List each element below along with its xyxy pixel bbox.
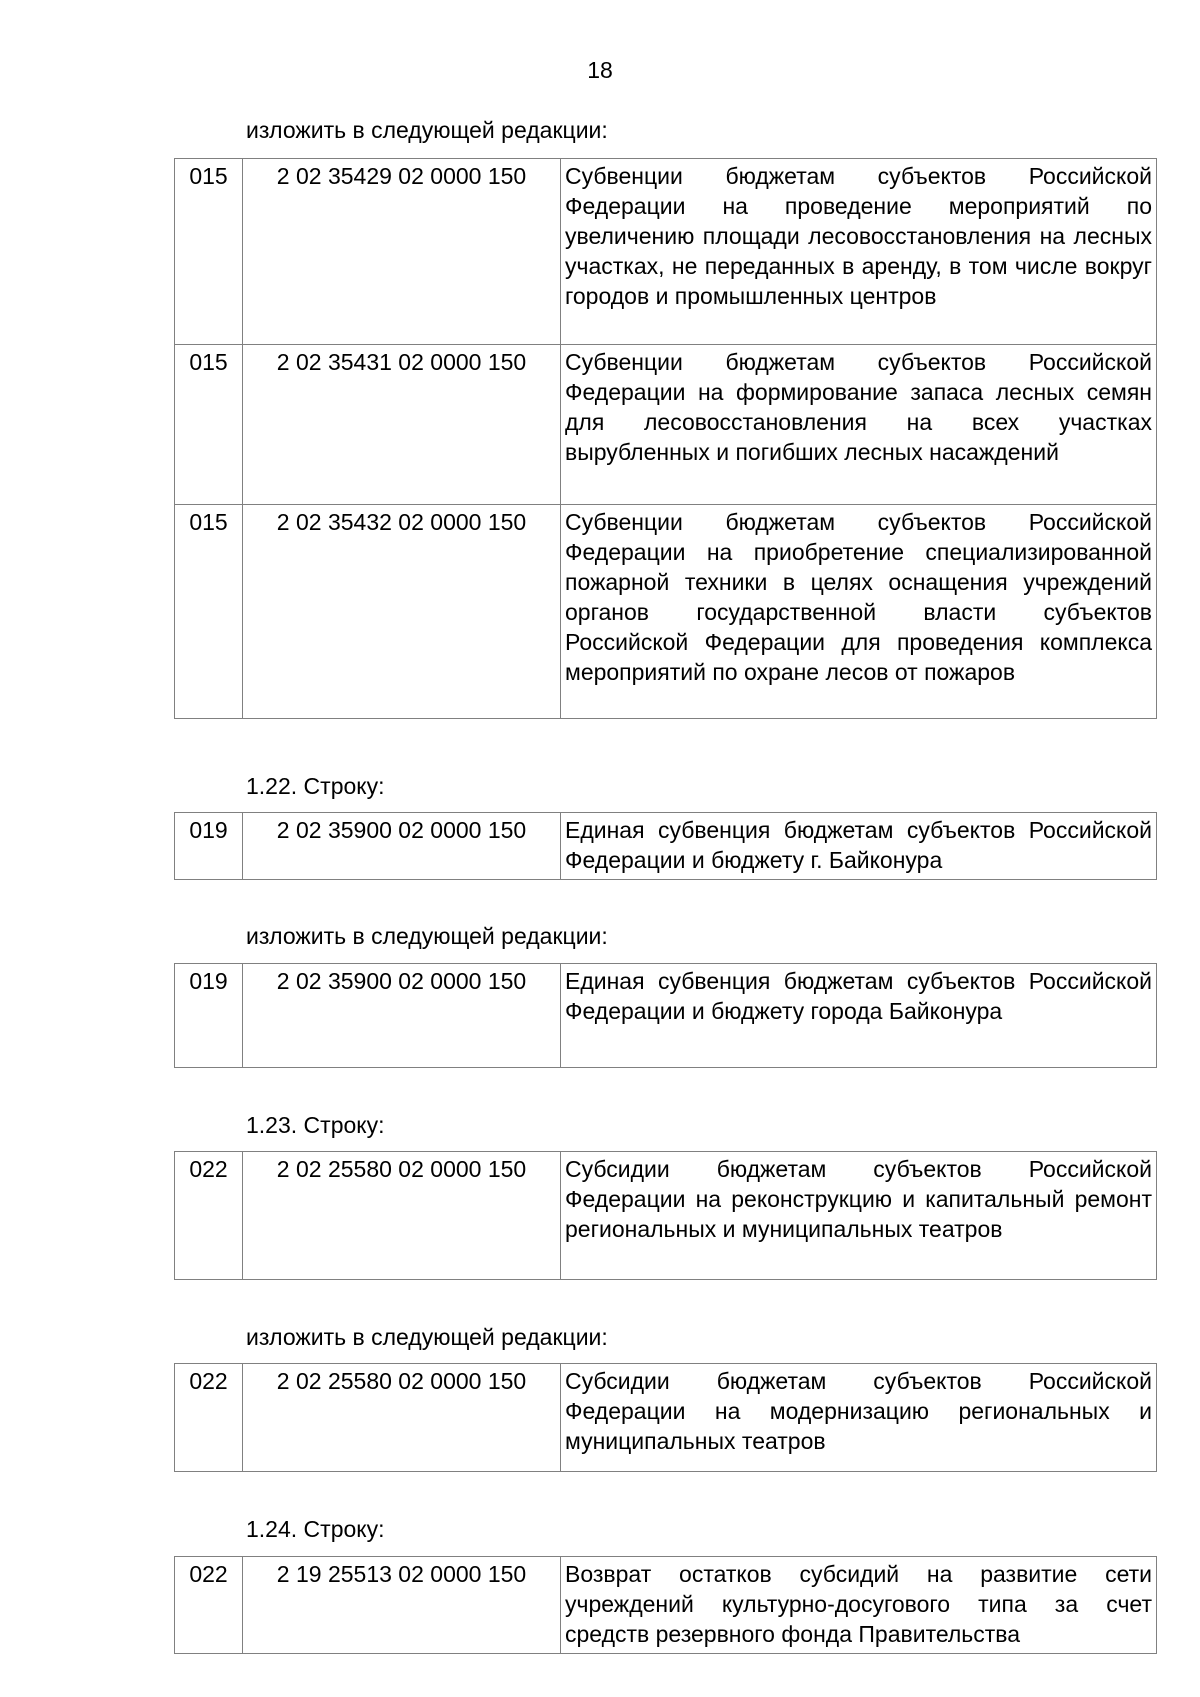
revenue-name-cell: Субвенции бюджетам субъектов Российской Федерации на приобретение специализированной пожарной техники в целях оснащения учреждений органов государственной власти субъектов Российской Федерации для проведения комплекса мероприятий по охране лесов от пожаров bbox=[561, 505, 1157, 719]
block-label: 1.23. Строку: bbox=[246, 1112, 385, 1138]
kbk-code-cell: 2 02 35432 02 0000 150 bbox=[243, 505, 561, 719]
table-row bbox=[175, 345, 1157, 505]
block-label: изложить в следующей редакции: bbox=[246, 117, 608, 143]
page-number: 18 bbox=[587, 57, 613, 83]
budget-table bbox=[174, 812, 1157, 880]
kbk-code-cell: 2 02 25580 02 0000 150 bbox=[243, 1364, 561, 1472]
admin-code-cell: 022 bbox=[175, 1557, 243, 1654]
admin-code-cell: 019 bbox=[175, 813, 243, 880]
table-row bbox=[175, 1364, 1157, 1472]
budget-table bbox=[174, 158, 1157, 719]
revenue-name-cell: Субсидии бюджетам субъектов Российской Федерации на реконструкцию и капитальный ремонт региональных и муниципальных театров bbox=[561, 1152, 1157, 1280]
revenue-name-cell: Единая субвенция бюджетам субъектов Российской Федерации и бюджету г. Байконура bbox=[561, 813, 1157, 880]
admin-code-cell: 015 bbox=[175, 159, 243, 345]
block-label: изложить в следующей редакции: bbox=[246, 923, 608, 949]
kbk-code-cell: 2 02 35431 02 0000 150 bbox=[243, 345, 561, 505]
budget-table bbox=[174, 963, 1157, 1068]
budget-table bbox=[174, 1151, 1157, 1280]
table-row bbox=[175, 159, 1157, 345]
admin-code-cell: 022 bbox=[175, 1152, 243, 1280]
table-row bbox=[175, 1152, 1157, 1280]
revenue-name-cell: Субсидии бюджетам субъектов Российской Федерации на модернизацию региональных и муниципальных театров bbox=[561, 1364, 1157, 1472]
revenue-name-cell: Субвенции бюджетам субъектов Российской Федерации на формирование запаса лесных семян для лесовосстановления на всех участках вырубленных и погибших лесных насаждений bbox=[561, 345, 1157, 505]
kbk-code-cell: 2 02 25580 02 0000 150 bbox=[243, 1152, 561, 1280]
block-label: 1.22. Строку: bbox=[246, 773, 385, 799]
revenue-name-cell: Возврат остатков субсидий на развитие сети учреждений культурно-досугового типа за счет средств резервного фонда Правительства bbox=[561, 1557, 1157, 1654]
revenue-name-cell: Субвенции бюджетам субъектов Российской Федерации на проведение мероприятий по увеличению площади лесовосстановления на лесных участках, не переданных в аренду, в том числе вокруг городов и промышленных центров bbox=[561, 159, 1157, 345]
admin-code-cell: 019 bbox=[175, 964, 243, 1068]
kbk-code-cell: 2 02 35900 02 0000 150 bbox=[243, 964, 561, 1068]
block-label: 1.24. Строку: bbox=[246, 1516, 385, 1542]
kbk-code-cell: 2 02 35900 02 0000 150 bbox=[243, 813, 561, 880]
table-row bbox=[175, 505, 1157, 719]
table-row bbox=[175, 813, 1157, 880]
kbk-code-cell: 2 02 35429 02 0000 150 bbox=[243, 159, 561, 345]
table-row bbox=[175, 1557, 1157, 1654]
admin-code-cell: 015 bbox=[175, 345, 243, 505]
kbk-code-cell: 2 19 25513 02 0000 150 bbox=[243, 1557, 561, 1654]
budget-table bbox=[174, 1363, 1157, 1472]
block-label: изложить в следующей редакции: bbox=[246, 1324, 608, 1350]
admin-code-cell: 022 bbox=[175, 1364, 243, 1472]
admin-code-cell: 015 bbox=[175, 505, 243, 719]
table-row bbox=[175, 964, 1157, 1068]
budget-table bbox=[174, 1556, 1157, 1654]
revenue-name-cell: Единая субвенция бюджетам субъектов Российской Федерации и бюджету города Байконура bbox=[561, 964, 1157, 1068]
